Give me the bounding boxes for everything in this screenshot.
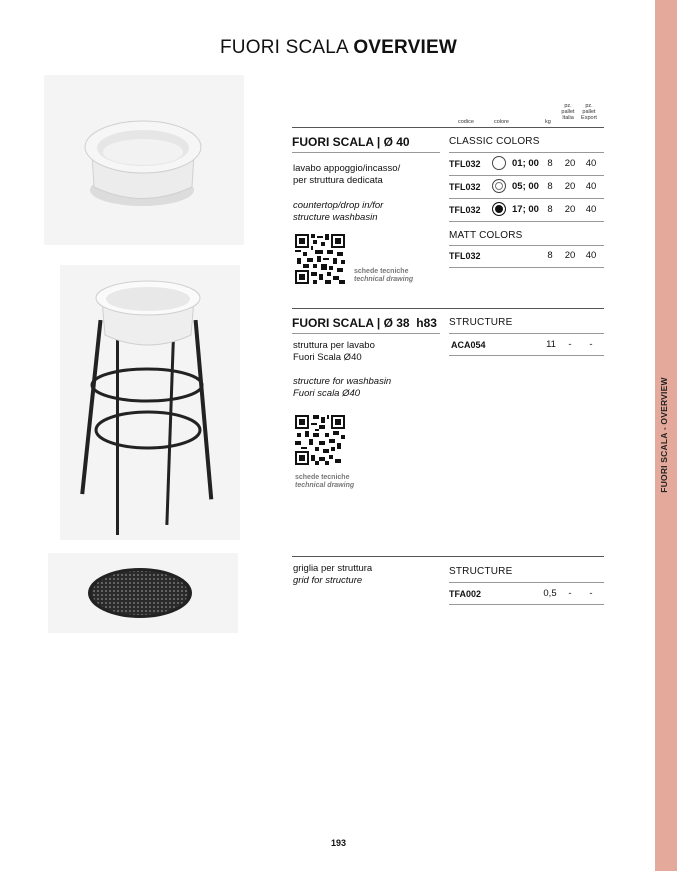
col-header-pallet-italia-line3: Italia: [562, 115, 574, 121]
divider: [449, 267, 604, 268]
divider: [449, 175, 604, 176]
product1-desc-it-line2: per struttura dedicata: [293, 175, 383, 186]
row-code: ACA054: [451, 340, 486, 350]
row-color: 01; 00: [512, 158, 539, 169]
product1-title: FUORI SCALA | Ø 40: [292, 135, 410, 149]
product2-title: FUORI SCALA | Ø 38 h83: [292, 316, 437, 330]
divider: [449, 221, 604, 222]
row-code: TFL032: [449, 205, 481, 215]
title-light: FUORI SCALA: [220, 37, 348, 58]
sidebar-label: FUORI SCALA - OVERVIEW: [659, 377, 669, 493]
qr-label-it: schede tecniche: [295, 474, 350, 481]
qr-label-en: technical drawing: [354, 276, 414, 283]
product1-desc-en: [293, 200, 383, 224]
row-kg: 8: [547, 250, 553, 261]
row-kg: 8: [547, 181, 553, 192]
product1-desc-en-line2: structure washbasin: [293, 212, 378, 223]
product1-desc-it: [293, 163, 400, 187]
col-header-pallet-italia-line2: pallet: [561, 109, 575, 115]
product2-desc-en-line2: Fuori scala Ø40: [293, 388, 361, 399]
row-code: TFL032: [449, 159, 481, 169]
row-color: 17; 00: [512, 204, 539, 215]
qr-label-it: schede tecniche: [354, 268, 409, 275]
row-export: 40: [585, 158, 597, 169]
divider: [449, 198, 604, 199]
divider: [292, 333, 440, 334]
color-swatch-icon: [492, 179, 506, 193]
product2-desc-it-line2: Fuori Scala Ø40: [293, 352, 362, 363]
row-italia: -: [568, 339, 572, 350]
product1-desc-en-line1: countertop/drop in/for: [293, 200, 384, 211]
qr-code-icon[interactable]: [295, 234, 345, 284]
col-header-pallet-export-line2: pallet: [582, 109, 596, 115]
color-swatch-icon: [492, 202, 506, 216]
divider: [449, 245, 604, 246]
col-header-pallet-italia: [561, 103, 575, 121]
row-kg: 0,5: [543, 588, 557, 599]
divider: [449, 604, 604, 605]
row-color: 05; 00: [512, 181, 539, 192]
washbasin-image: [44, 75, 244, 245]
row-export: 40: [585, 250, 597, 261]
product1-desc-it-line1: lavabo appoggio/incasso/: [293, 163, 401, 174]
divider: [292, 127, 604, 128]
qr-label-en: technical drawing: [295, 482, 355, 489]
page-title: [0, 37, 677, 59]
row-code: TFL032: [449, 251, 481, 261]
grid-image: [48, 553, 238, 633]
product1-qr-label: [354, 268, 413, 284]
row-italia: 20: [564, 250, 576, 261]
product2-desc-it-line1: struttura per lavabo: [293, 340, 375, 351]
title-bold: OVERVIEW: [353, 37, 457, 58]
col-header-codice: codice: [458, 119, 474, 125]
row-export: 40: [585, 181, 597, 192]
row-kg: 8: [547, 204, 553, 215]
row-export: 40: [585, 204, 597, 215]
row-export: -: [589, 339, 593, 350]
divider: [449, 355, 604, 356]
classic-colors-label: CLASSIC COLORS: [449, 136, 540, 147]
divider: [292, 556, 604, 557]
row-code: TFA002: [449, 589, 482, 599]
product3-desc-en: grid for structure: [293, 575, 363, 586]
col-header-colore: colore: [494, 119, 509, 125]
structure-label: STRUCTURE: [449, 317, 513, 328]
divider: [449, 333, 604, 334]
color-swatch-icon: [492, 156, 506, 170]
structure-label: STRUCTURE: [449, 566, 513, 577]
divider: [449, 152, 604, 153]
matt-colors-label: MATT COLORS: [449, 230, 523, 241]
divider: [292, 152, 440, 153]
qr-code-icon[interactable]: [295, 415, 345, 465]
product3-desc-it: griglia per struttura: [293, 563, 373, 574]
row-export: -: [589, 588, 593, 599]
product2-desc-en: [293, 376, 391, 400]
row-italia: -: [568, 588, 572, 599]
row-italia: 20: [564, 204, 576, 215]
row-kg: 11: [546, 339, 556, 350]
row-kg: 8: [547, 158, 553, 169]
row-code: TFL032: [449, 182, 481, 192]
divider: [449, 582, 604, 583]
row-italia: 20: [564, 181, 576, 192]
row-italia: 20: [564, 158, 576, 169]
product2-desc-it: [293, 340, 375, 364]
col-header-pallet-italia-line1: pz.: [564, 103, 572, 109]
structure-image: [60, 265, 240, 540]
divider: [292, 308, 604, 309]
product2-qr-label: [295, 474, 354, 490]
col-header-pallet-export-line3: Export: [581, 115, 597, 121]
page-number: 193: [330, 838, 347, 848]
product2-desc-en-line1: structure for washbasin: [293, 376, 392, 387]
col-header-pallet-export-line1: pz.: [585, 103, 593, 109]
col-header-pallet-export: [581, 103, 597, 121]
col-header-kg: kg: [545, 119, 551, 125]
